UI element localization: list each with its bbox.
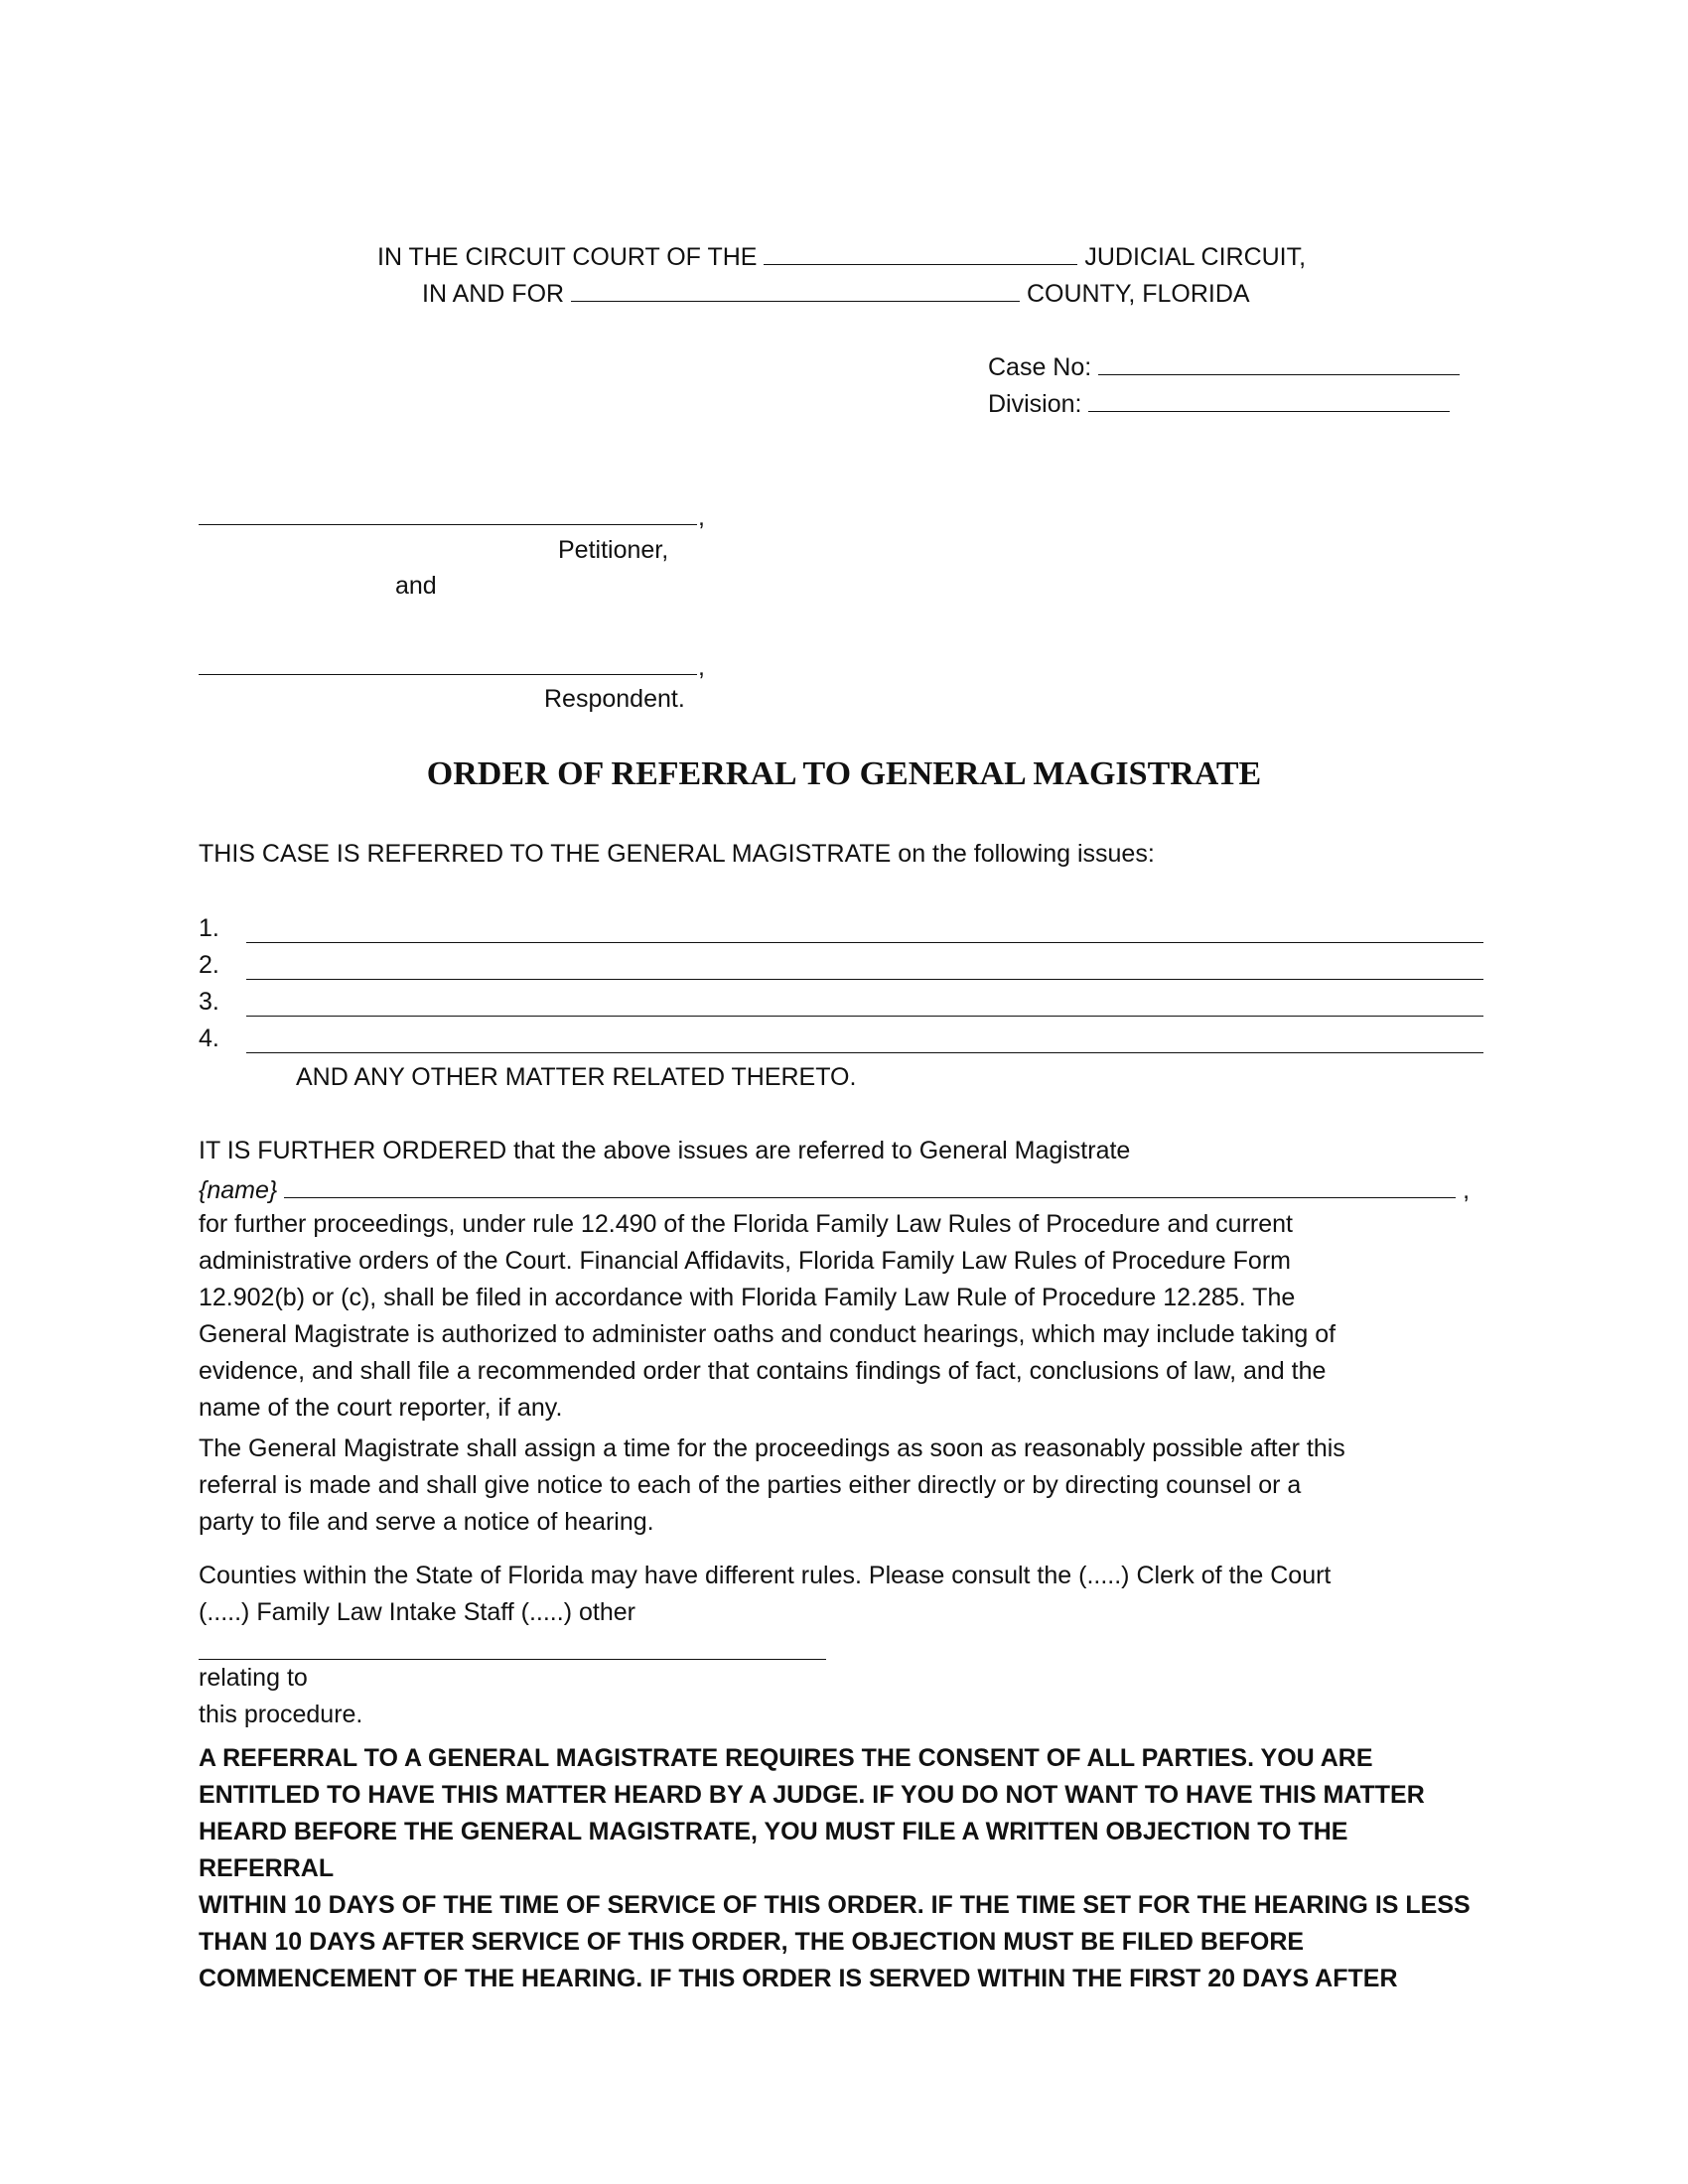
counties-line-2-prefix: (.....) Family Law Intake Staff (.....) other — [199, 1598, 635, 1626]
circuit-blank[interactable] — [764, 236, 1077, 265]
county-suffix: COUNTY, FLORIDA — [1026, 280, 1250, 308]
notice-line: THAN 10 DAYS AFTER SERVICE OF THIS ORDER, THE OBJECTION MUST BE FILED BEFORE — [199, 1928, 1305, 1956]
and-label: and — [395, 572, 437, 600]
issue-number-1: 1. — [199, 914, 219, 942]
name-comma: , — [1463, 1176, 1471, 1204]
counties-paragraph — [199, 1558, 1489, 1733]
petitioner-comma: , — [698, 503, 705, 531]
issue-blank-1[interactable] — [246, 942, 1483, 943]
case-no-label: Case No: — [988, 353, 1092, 381]
notice-line: HEARD BEFORE THE GENERAL MAGISTRATE, YOU MUST FILE A WRITTEN OBJECTION TO THE REFERRAL — [199, 1818, 1348, 1882]
issue-number-4: 4. — [199, 1024, 219, 1052]
further-body-line: evidence, and shall file a recommended order that contains findings of fact, conclusions of law, and the — [199, 1357, 1327, 1385]
issue-blank-4[interactable] — [246, 1052, 1483, 1053]
issues-intro: THIS CASE IS REFERRED TO THE GENERAL MAGISTRATE on the following issues: — [199, 840, 1155, 868]
assign-line: referral is made and shall give notice to each of the parties either directly or by directing counsel or a — [199, 1471, 1302, 1499]
court-header-line — [377, 236, 1306, 276]
issue-number-3: 3. — [199, 988, 219, 1016]
further-body — [199, 1206, 1489, 1427]
name-placeholder: {name} — [199, 1176, 278, 1204]
further-body-line: General Magistrate is authorized to administer oaths and conduct hearings, which may include taking of — [199, 1320, 1336, 1348]
counties-line-2 — [199, 1594, 1489, 1697]
issue-number-2: 2. — [199, 951, 219, 979]
notice-line: COMMENCEMENT OF THE HEARING. IF THIS ORDER IS SERVED WITHIN THE FIRST 20 DAYS AFTER — [199, 1965, 1398, 1992]
county-prefix: IN AND FOR — [422, 280, 565, 308]
respondent-comma: , — [698, 653, 705, 681]
assign-line: The General Magistrate shall assign a time for the proceedings as soon as reasonably possible after this — [199, 1434, 1345, 1462]
issues-closing: AND ANY OTHER MATTER RELATED THERETO. — [296, 1063, 857, 1091]
further-body-line: 12.902(b) or (c), shall be filed in accordance with Florida Family Law Rule of Procedure 12.285. The — [199, 1284, 1296, 1311]
further-ordered-line: IT IS FURTHER ORDERED that the above issues are referred to General Magistrate — [199, 1137, 1131, 1164]
division-label: Division: — [988, 390, 1082, 418]
issue-blank-3[interactable] — [246, 1016, 1483, 1017]
court-prefix: IN THE CIRCUIT COURT OF THE — [377, 243, 758, 271]
county-blank[interactable] — [571, 273, 1020, 302]
case-no-line — [988, 346, 1460, 386]
petitioner-label: Petitioner, — [558, 536, 669, 564]
magistrate-name-blank[interactable] — [284, 1169, 1456, 1198]
magistrate-name-line — [199, 1169, 1470, 1209]
division-blank[interactable] — [1088, 383, 1450, 412]
notice-line: ENTITLED TO HAVE THIS MATTER HEARD BY A JUDGE. IF YOU DO NOT WANT TO HAVE THIS MATTER — [199, 1781, 1425, 1809]
notice-line: A REFERRAL TO A GENERAL MAGISTRATE REQUIRES THE CONSENT OF ALL PARTIES. YOU ARE — [199, 1744, 1373, 1772]
counties-line-2-suffix: relating to — [199, 1664, 308, 1692]
respondent-blank[interactable] — [199, 674, 697, 675]
case-no-blank[interactable] — [1098, 346, 1460, 375]
court-suffix: JUDICIAL CIRCUIT, — [1084, 243, 1307, 271]
counties-line: this procedure. — [199, 1701, 363, 1728]
petitioner-blank[interactable] — [199, 524, 697, 525]
consent-notice — [199, 1740, 1489, 1997]
division-line — [988, 383, 1450, 423]
counties-line: Counties within the State of Florida may have different rules. Please consult the (.....) Clerk of the Court — [199, 1562, 1332, 1589]
further-body-line: for further proceedings, under rule 12.490 of the Florida Family Law Rules of Procedure and current — [199, 1210, 1293, 1238]
assign-paragraph — [199, 1431, 1489, 1541]
document-title: ORDER OF REFERRAL TO GENERAL MAGISTRATE — [426, 755, 1262, 792]
respondent-label: Respondent. — [544, 685, 685, 713]
county-header-line — [422, 273, 1250, 313]
further-body-line: name of the court reporter, if any. — [199, 1394, 563, 1422]
assign-line: party to file and serve a notice of hearing. — [199, 1508, 654, 1536]
issue-blank-2[interactable] — [246, 979, 1483, 980]
notice-line: WITHIN 10 DAYS OF THE TIME OF SERVICE OF THIS ORDER. IF THE TIME SET FOR THE HEARING IS LESS — [199, 1891, 1471, 1919]
further-body-line: administrative orders of the Court. Financial Affidavits, Florida Family Law Rules of Procedure Form — [199, 1247, 1291, 1275]
other-blank[interactable] — [199, 1631, 826, 1660]
